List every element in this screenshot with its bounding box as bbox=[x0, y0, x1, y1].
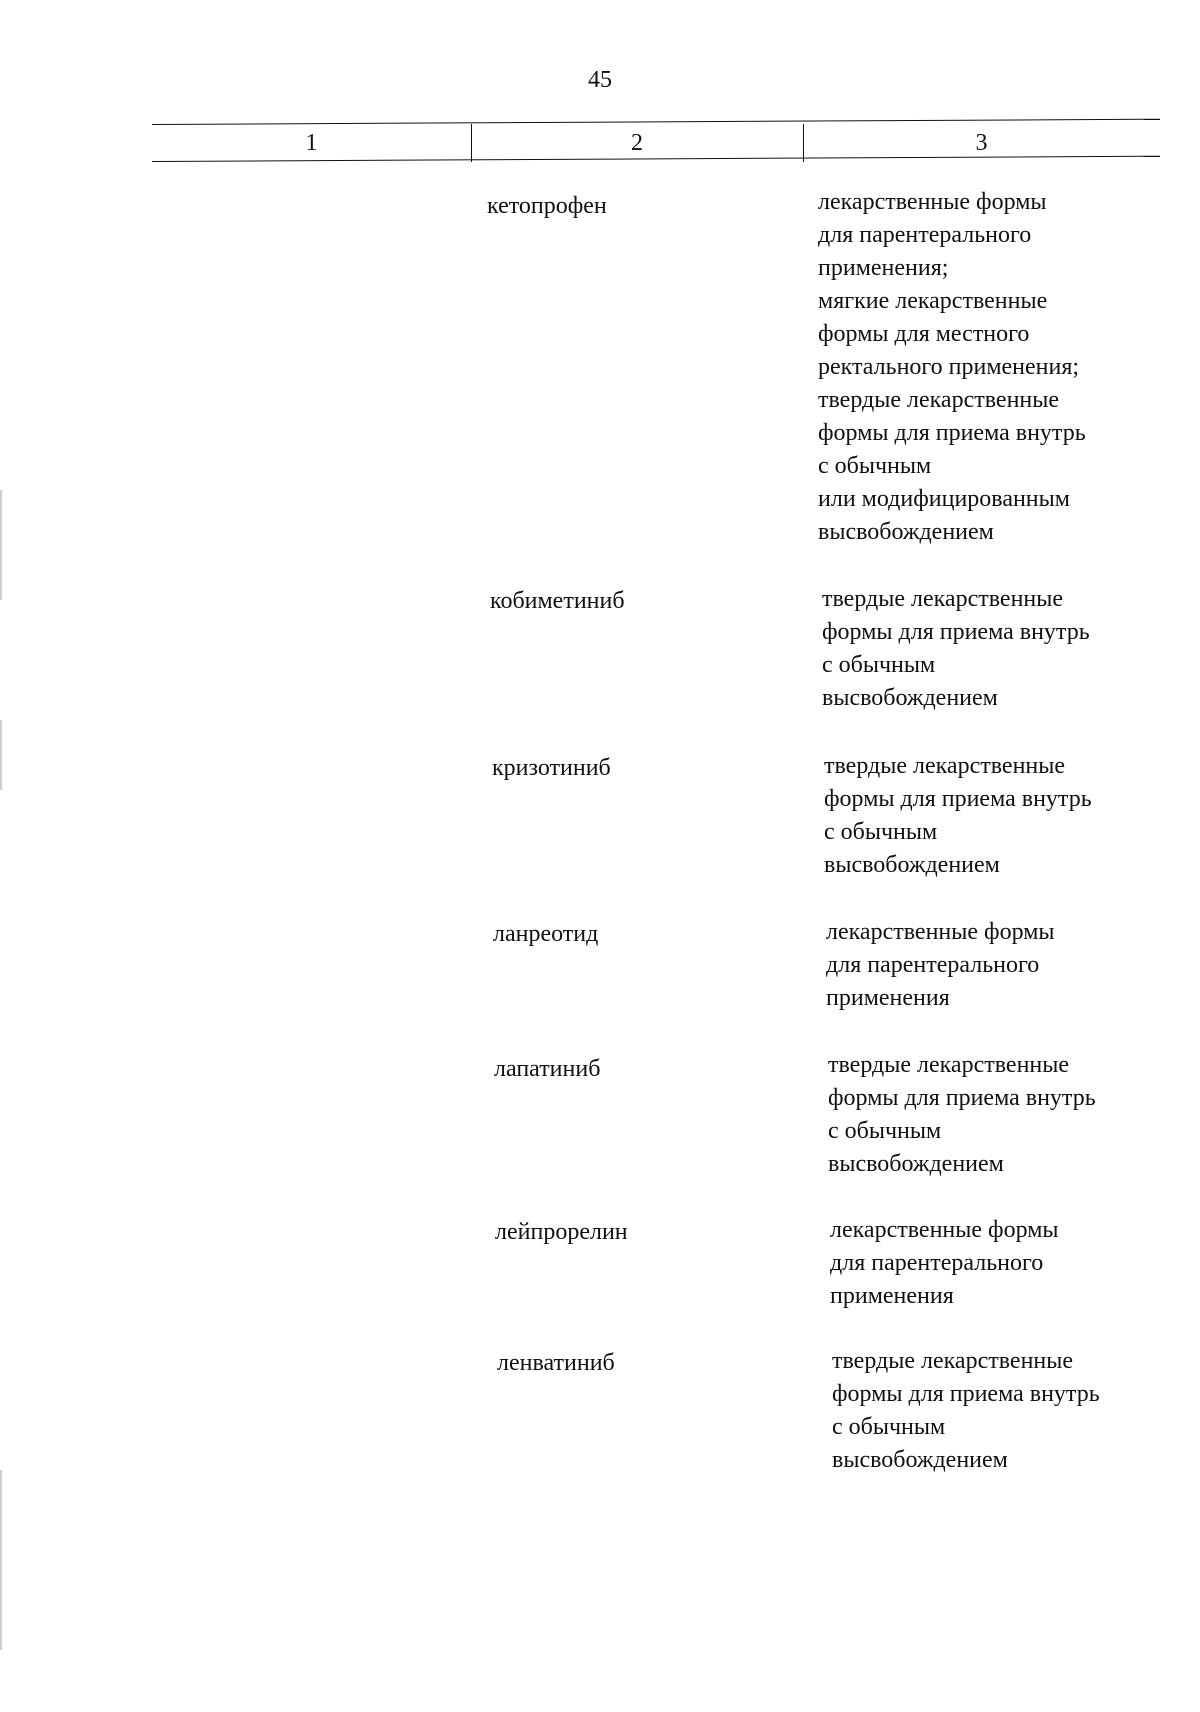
scan-edge-mark bbox=[0, 1470, 2, 1650]
drug-form-line: высвобождением bbox=[832, 1447, 1008, 1473]
drug-name: лейпрорелин bbox=[495, 1219, 628, 1245]
drug-forms bbox=[826, 916, 1055, 1015]
drug-form-line: ректального применения; bbox=[818, 354, 1080, 380]
drug-form-line: лекарственные формы bbox=[830, 1217, 1059, 1243]
drug-form-line: высвобождением bbox=[822, 685, 998, 711]
drug-form-line: с обычным bbox=[822, 652, 936, 678]
drug-form-line: формы для приема внутрь bbox=[832, 1381, 1100, 1407]
drug-form-line: твердые лекарственные bbox=[828, 1052, 1070, 1078]
drug-form-line: применения bbox=[830, 1283, 954, 1309]
column-header-2: 2 bbox=[631, 130, 643, 156]
table-header-top-rule bbox=[152, 119, 1160, 125]
drug-name: кетопрофен bbox=[487, 193, 607, 219]
drug-form-line: высвобождением bbox=[818, 519, 994, 545]
drug-forms bbox=[822, 583, 1090, 715]
drug-form-line: лекарственные формы bbox=[826, 919, 1055, 945]
drug-form-line: формы для приема внутрь bbox=[828, 1085, 1096, 1111]
scan-edge-mark bbox=[0, 490, 2, 600]
drug-forms bbox=[832, 1345, 1100, 1477]
drug-name: лапатиниб bbox=[494, 1056, 601, 1082]
drug-form-line: твердые лекарственные bbox=[822, 586, 1064, 612]
drug-form-line: твердые лекарственные bbox=[824, 753, 1066, 779]
column-header-3: 3 bbox=[975, 130, 988, 156]
drug-name: кризотиниб bbox=[492, 755, 611, 781]
drug-forms bbox=[824, 750, 1092, 882]
drug-form-line: формы для местного bbox=[818, 321, 1030, 347]
drug-name: кобиметиниб bbox=[490, 588, 625, 614]
drug-form-line: высвобождением bbox=[824, 852, 1000, 878]
drug-form-line: с обычным bbox=[818, 453, 932, 479]
drug-forms bbox=[818, 186, 1086, 549]
drug-form-line: формы для приема внутрь bbox=[824, 786, 1092, 812]
drug-form-line: применения; bbox=[818, 255, 949, 281]
drug-forms bbox=[828, 1049, 1096, 1181]
drug-form-line: с обычным bbox=[832, 1414, 946, 1440]
column-header-1: 1 bbox=[305, 130, 318, 156]
drug-form-line: для парентерального bbox=[826, 952, 1040, 978]
drug-form-line: твердые лекарственные bbox=[832, 1348, 1074, 1374]
drug-name: ленватиниб bbox=[497, 1350, 615, 1376]
drug-form-line: для парентерального bbox=[830, 1250, 1044, 1276]
scan-edge-mark bbox=[0, 720, 2, 790]
page-number: 45 bbox=[588, 67, 612, 93]
drug-form-line: лекарственные формы bbox=[818, 189, 1047, 215]
drug-form-line: формы для приема внутрь bbox=[822, 619, 1090, 645]
drug-name: ланреотид bbox=[493, 921, 599, 947]
drug-form-line: формы для приема внутрь bbox=[818, 420, 1086, 446]
drug-form-line: с обычным bbox=[824, 819, 938, 845]
drug-form-line: с обычным bbox=[828, 1118, 942, 1144]
drug-form-line: высвобождением bbox=[828, 1151, 1004, 1177]
drug-forms bbox=[830, 1214, 1059, 1313]
drug-form-line: или модифицированным bbox=[818, 486, 1070, 512]
drug-form-line: твердые лекарственные bbox=[818, 387, 1060, 413]
drug-form-line: применения bbox=[826, 985, 950, 1011]
drug-form-line: для парентерального bbox=[818, 222, 1032, 248]
drug-form-line: мягкие лекарственные bbox=[818, 288, 1048, 314]
